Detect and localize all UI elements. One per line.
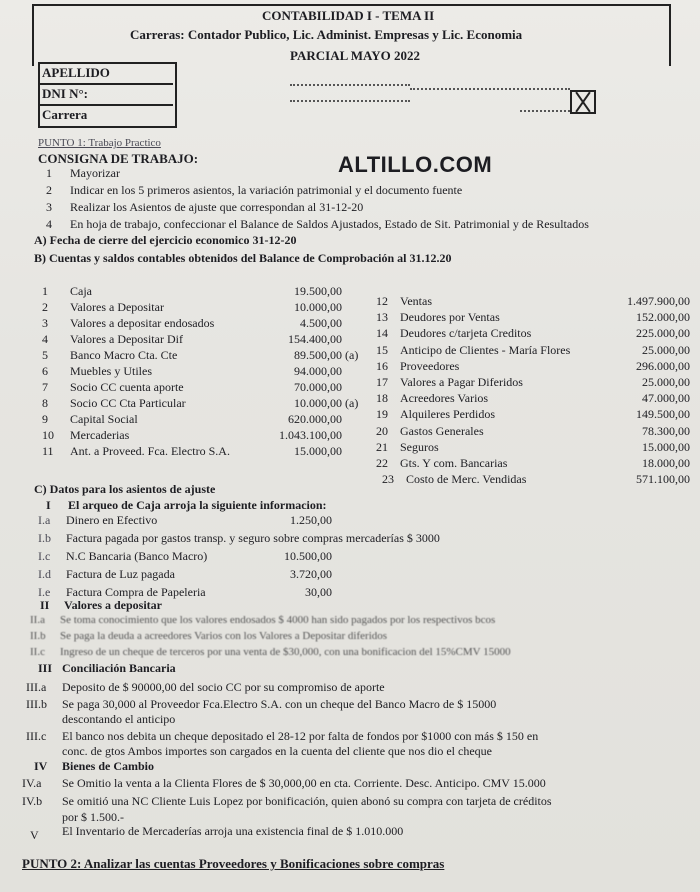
item-text-continued: descontando el anticipo (62, 712, 176, 726)
account-amount: 70.000,00 (294, 380, 342, 394)
item-value: 3.720,00 (290, 567, 332, 581)
account-number: 23 (382, 472, 394, 487)
account-name: Anticipo de Clientes - María Flores (400, 342, 571, 357)
account-number: 11 (42, 444, 54, 458)
account-amount: 1.497.900,00 (627, 294, 690, 308)
account-name: Valores a depositar endosados (70, 316, 215, 330)
account-name: Valores a Depositar (70, 300, 164, 314)
account-tag: (a) (345, 396, 359, 410)
task-text: Realizar los Asientos de ajuste que correspondan al 31-12-20 (70, 200, 364, 214)
item-number: IV.a (22, 776, 42, 790)
item-text: Deposito de $ 90000,00 del socio CC por su compromiso de aporte (62, 680, 385, 694)
item-number: III.b (26, 697, 47, 711)
account-name: Valores a Pagar Diferidos (400, 375, 523, 389)
item-number: I.d (38, 567, 51, 581)
account-name: Deudores por Ventas (400, 310, 500, 325)
account-number: 9 (42, 412, 48, 426)
account-amount: 89.500,00 (294, 348, 342, 362)
item-text: Factura Compra de Papeleria (66, 585, 206, 599)
account-amount: 1.043.100,00 (279, 428, 342, 442)
account-name: Valores a Depositar Dif (70, 332, 183, 346)
dotted-line (290, 84, 410, 86)
task-text: Mayorizar (70, 166, 120, 180)
task-number: 3 (46, 200, 52, 214)
account-number: 18 (376, 391, 388, 406)
account-name: Capital Social (70, 412, 138, 426)
account-number: 22 (376, 456, 388, 470)
account-number: 6 (42, 364, 48, 378)
divider (38, 104, 173, 106)
account-number: 17 (376, 375, 388, 389)
subsection-heading: El arqueo de Caja arroja la siguiente informacion: (68, 498, 327, 512)
item-text: Ingreso de un cheque de terceros por una venta de $30,000, con una bonificacion del 15%CMV 15000 (60, 646, 511, 658)
exam-title: CONTABILIDAD I - TEMA II (262, 8, 435, 23)
account-amount: 10.000,00 (294, 300, 342, 314)
roman-numeral: II (40, 598, 50, 612)
watermark: ALTILLO.COM (338, 152, 493, 177)
account-name: Proveedores (400, 358, 460, 373)
account-name: Gts. Y com. Bancarias (400, 456, 508, 470)
consigna-title: CONSIGNA DE TRABAJO: (38, 151, 199, 166)
account-name: Muebles y Utiles (70, 364, 152, 378)
account-number: 14 (376, 326, 388, 341)
account-amount: 94.000,00 (294, 364, 342, 378)
account-name: Ant. a Proveed. Fca. Electro S.A. (70, 444, 230, 458)
account-amount: 25.000,00 (642, 342, 690, 357)
account-number: 5 (42, 348, 48, 362)
dotted-line (520, 110, 570, 112)
apellido-label: APELLIDO (42, 65, 110, 80)
subsection-heading: Bienes de Cambio (62, 759, 155, 773)
account-number: 2 (42, 300, 48, 314)
account-amount: 620.000,00 (288, 412, 342, 426)
account-number: 13 (376, 310, 388, 325)
account-name: Deudores c/tarjeta Creditos (400, 326, 532, 341)
punto2-title: PUNTO 2: Analizar las cuentas Proveedores y Bonificaciones sobre compras (22, 856, 445, 871)
account-number: 20 (376, 423, 388, 438)
account-number: 7 (42, 380, 48, 394)
item-text-continued: por $ 1.500.- (62, 810, 124, 824)
account-number: 1 (42, 284, 48, 298)
account-name: Costo de Merc. Vendidas (406, 472, 527, 487)
task-number: 2 (46, 183, 52, 197)
item-number: I.b (38, 531, 51, 545)
item-text: El banco nos debita un cheque depositado el 28-12 por falta de fondos por $1000 con más $ 150 en (62, 729, 539, 743)
item-number: V (30, 828, 39, 842)
account-name: Gastos Generales (400, 423, 484, 438)
account-amount: 4.500,00 (300, 316, 342, 330)
account-amount: 149.500,00 (636, 407, 690, 422)
exam-date: PARCIAL MAYO 2022 (290, 48, 421, 63)
account-name: Socio CC Cta Particular (70, 396, 186, 410)
section-a: A) Fecha de cierre del ejercicio economico 31-12-20 (34, 233, 297, 247)
roman-numeral: III (38, 661, 53, 675)
account-amount: 10.000,00 (294, 396, 342, 410)
item-value: 1.250,00 (290, 513, 332, 527)
subsection-heading: Valores a depositar (64, 598, 163, 612)
item-number: IV.b (22, 794, 43, 808)
item-text: Factura de Luz pagada (66, 567, 175, 581)
item-text: Se paga la deuda a acreedores Varios con los Valores a Depositar diferidos (60, 630, 388, 642)
account-number: 8 (42, 396, 48, 410)
account-amount: 25.000,00 (642, 375, 690, 389)
item-number: I.e (38, 585, 51, 599)
item-number: II.a (30, 614, 45, 626)
item-number: I.c (38, 549, 51, 563)
account-name: Ventas (400, 294, 432, 308)
task-text: En hoja de trabajo, confeccionar el Balance de Saldos Ajustados, Estado de Sit. Patrimonial y de Resultados (70, 217, 589, 231)
tema-checkbox (570, 90, 596, 114)
account-amount: 78.300,00 (642, 423, 690, 438)
punto1-title: PUNTO 1: Trabajo Practico (38, 137, 161, 149)
dotted-line (290, 100, 410, 102)
account-name: Mercaderias (70, 428, 130, 442)
account-number: 10 (42, 428, 54, 442)
roman-numeral: IV (34, 759, 48, 773)
task-number: 1 (46, 166, 52, 180)
account-number: 16 (376, 358, 388, 373)
item-value: 30,00 (305, 585, 332, 599)
account-amount: 15.000,00 (294, 444, 342, 458)
item-number: III.c (26, 729, 47, 743)
account-amount: 296.000,00 (636, 358, 690, 373)
item-text: N.C Bancaria (Banco Macro) (66, 549, 208, 563)
account-amount: 47.000,00 (642, 391, 690, 406)
account-number: 21 (376, 439, 388, 454)
account-amount: 152.000,00 (636, 310, 690, 325)
divider (38, 83, 173, 85)
item-text: Se omitió una NC Cliente Luis Lopez por bonificación, quien abonó su compra con tarjeta de créditos (62, 794, 552, 808)
item-text: Factura pagada por gastos transp. y seguro sobre compras mercaderías $ 3000 (66, 531, 440, 545)
item-text: Se Omitio la venta a la Clienta Flores de $ 30,000,00 en cta. Corriente. Desc. Anticipo. CMV 15.000 (62, 776, 546, 790)
task-text: Indicar en los 5 primeros asientos, la variación patrimonial y el documento fuente (70, 183, 463, 197)
account-name: Socio CC cuenta aporte (70, 380, 184, 394)
carrera-label: Carrera (42, 107, 88, 122)
account-amount: 154.400,00 (288, 332, 342, 346)
account-number: 3 (42, 316, 48, 330)
account-amount: 18.000,00 (642, 456, 690, 470)
account-name: Alquileres Perdidos (400, 407, 495, 422)
account-amount: 15.000,00 (642, 439, 690, 454)
item-number: III.a (26, 680, 47, 694)
task-number: 4 (46, 217, 52, 231)
subsection-heading: Conciliación Bancaria (62, 661, 176, 675)
roman-numeral: I (46, 498, 51, 512)
careers-line: Carreras: Contador Publico, Lic. Administ. Empresas y Lic. Economia (130, 27, 523, 42)
item-text: Se paga 30,000 al Proveedor Fca.Electro S.A. con un cheque del Banco Macro de $ 15000 (62, 697, 497, 711)
item-text: El Inventario de Mercaderías arroja una existencia final de $ 1.010.000 (62, 824, 404, 838)
item-text-continued: conc. de gtos Ambos importes son cargados en la cuenta del cliente que nos dio el cheque (62, 744, 492, 758)
account-number: 15 (376, 342, 388, 357)
item-number: II.c (30, 646, 45, 658)
section-c-title: C) Datos para los asientos de ajuste (34, 482, 216, 496)
dni-label: DNI N°: (42, 86, 89, 101)
item-value: 10.500,00 (284, 549, 332, 563)
account-tag: (a) (345, 348, 359, 362)
account-name: Acreedores Varios (400, 391, 489, 406)
account-name: Seguros (400, 439, 439, 454)
account-number: 12 (376, 294, 388, 308)
account-amount: 225.000,00 (636, 326, 690, 341)
account-amount: 19.500,00 (294, 284, 342, 298)
account-name: Caja (70, 284, 92, 298)
account-amount: 571.100,00 (636, 472, 690, 487)
dotted-line (410, 88, 570, 90)
item-number: I.a (38, 513, 51, 527)
item-number: II.b (30, 630, 46, 642)
account-number: 19 (376, 407, 388, 422)
section-b: B) Cuentas y saldos contables obtenidos del Balance de Comprobación al 31.12.20 (34, 251, 452, 265)
account-number: 4 (42, 332, 48, 346)
account-name: Banco Macro Cta. Cte (70, 348, 178, 362)
item-text: Se toma conocimiento que los valores endosados $ 4000 han sido pagados por los respectivos bcos (60, 614, 496, 626)
item-text: Dinero en Efectivo (66, 513, 158, 527)
